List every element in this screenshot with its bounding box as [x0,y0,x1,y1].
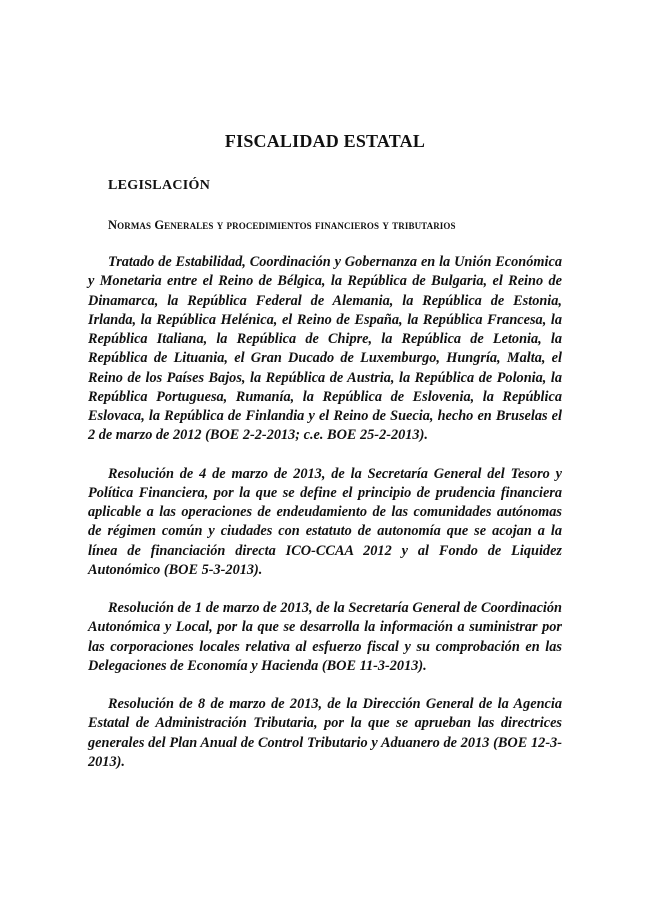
subsection-heading: Normas Generales y procedimientos financieros y tributarios [108,218,456,232]
page-title: FISCALIDAD ESTATAL [224,131,426,151]
legislation-entry-resolucion-8-marzo: Resolución de 8 de marzo de 2013, de la Dirección General de la Agencia Estatal de Administración Tributaria, por la que se aprueban las directrices generales del Plan Anual de Control Tributario y Aduanero de 2013 (BOE 12-3-2013). [88,696,562,770]
document-page [88,126,562,772]
legislation-entry-resolucion-4-marzo: Resolución de 4 de marzo de 2013, de la Secretaría General del Tesoro y Política Financiera, por la que se define el principio de prudencia financiera aplicable a las operaciones de endeudamiento de las comunidades autónomas de régimen común y ciudades con estatuto de autonomía que se acojan a la línea de financiación directa ICO-CCAA 2012 y al Fondo de Liquidez Autonómico (BOE 5-3-2013). [88,465,562,578]
section-heading-legislacion: LEGISLACIÓN [108,178,211,193]
legislation-entry-resolucion-1-marzo: Resolución de 1 de marzo de 2013, de la Secretaría General de Coordinación Autonómica y Local, por la que se desarrolla la información a suministrar por las corporaciones locales relativa al esfuerzo fiscal y su comprobación en las Delegaciones de Economía y Hacienda (BOE 11-3-2013). [88,600,562,674]
legislation-entry-tratado: Tratado de Estabilidad, Coordinación y Gobernanza en la Unión Económica y Monetaria entre el Reino de Bélgica, la República de Bulgaria, el Reino de Dinamarca, la República Federal de Alemania, la República de Estonia, Irlanda, la República Helénica, el Reino de España, la República Francesa, la República Italiana, la República de Chipre, la República de Letonia, la República de Lituania, el Gran Ducado de Luxemburgo, Hungría, Malta, el Reino de los Países Bajos, la República de Austria, la República de Polonia, la República Portuguesa, Rumanía, la República de Eslovenia, la República Eslovaca, la República de Finlandia y el Reino de Suecia, hecho en Bruselas el 2 de marzo de 2012 (BOE 2-2-2013; c.e. BOE 25-2-2013). [88,254,562,444]
